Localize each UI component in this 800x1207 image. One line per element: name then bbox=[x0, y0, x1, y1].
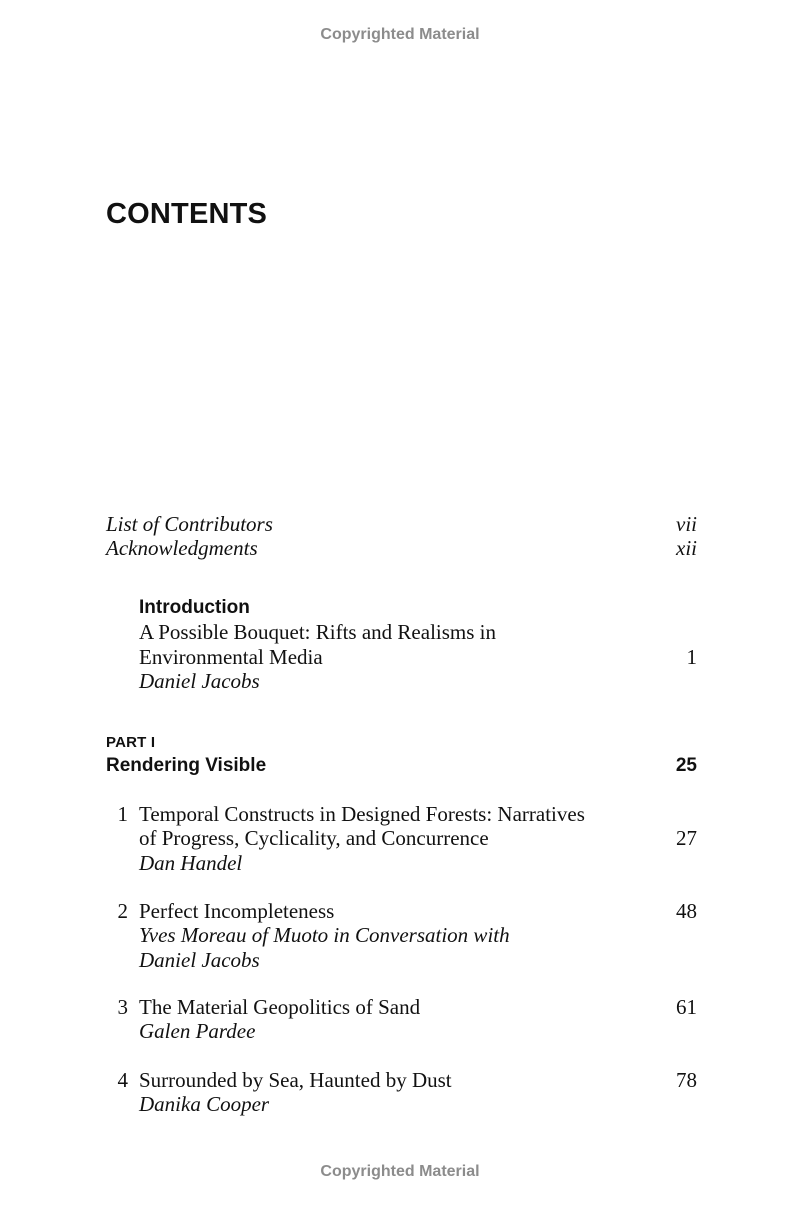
toc-entry-page: 1 bbox=[686, 645, 697, 669]
chapter-number: 3 bbox=[117, 995, 128, 1019]
toc-entry-page: 78 bbox=[676, 1068, 697, 1092]
page-title: CONTENTS bbox=[106, 198, 268, 230]
copyright-watermark-top: Copyrighted Material bbox=[320, 26, 480, 43]
toc-entry-page: 61 bbox=[676, 995, 697, 1019]
toc-entry-author: Dan Handel bbox=[139, 850, 243, 875]
toc-entry-author: Danika Cooper bbox=[139, 1092, 270, 1117]
toc-entry-title-line: Temporal Constructs in Designed Forests: Narratives bbox=[139, 802, 585, 826]
introduction-label: Introduction bbox=[139, 597, 250, 618]
toc-entry-page: 48 bbox=[676, 899, 697, 923]
part-title: Rendering Visible bbox=[106, 755, 267, 776]
toc-entry-title: Acknowledgments bbox=[106, 536, 258, 560]
toc-entry-title-line: The Material Geopolitics of Sand bbox=[139, 995, 421, 1019]
toc-entry-title-line: Environmental Media bbox=[139, 644, 323, 669]
chapter-number: 1 bbox=[117, 802, 128, 826]
toc-entry-author: Yves Moreau of Muoto in Conversation with bbox=[139, 923, 510, 948]
chapter-number: 2 bbox=[117, 899, 128, 923]
toc-entry-page: vii bbox=[676, 512, 697, 536]
copyright-watermark-bottom: Copyrighted Material bbox=[320, 1163, 480, 1180]
toc-entry-title-line: A Possible Bouquet: Rifts and Realisms in bbox=[139, 620, 497, 645]
toc-entry-author: Daniel Jacobs bbox=[139, 947, 260, 972]
part-label: PART I bbox=[106, 734, 156, 751]
part-page: 25 bbox=[675, 755, 697, 776]
toc-entry-title-line: Surrounded by Sea, Haunted by Dust bbox=[139, 1068, 452, 1092]
toc-entry-title: List of Contributors bbox=[106, 512, 273, 536]
toc-entry-author: Galen Pardee bbox=[139, 1019, 256, 1044]
toc-entry-page: xii bbox=[676, 536, 697, 560]
toc-entry-page: 27 bbox=[676, 826, 697, 850]
chapter-number: 4 bbox=[117, 1068, 128, 1092]
toc-entry-author: Daniel Jacobs bbox=[139, 669, 260, 694]
toc-entry-title-line: of Progress, Cyclicality, and Concurrence bbox=[139, 826, 489, 851]
toc-entry-title-line: Perfect Incompleteness bbox=[139, 899, 335, 923]
